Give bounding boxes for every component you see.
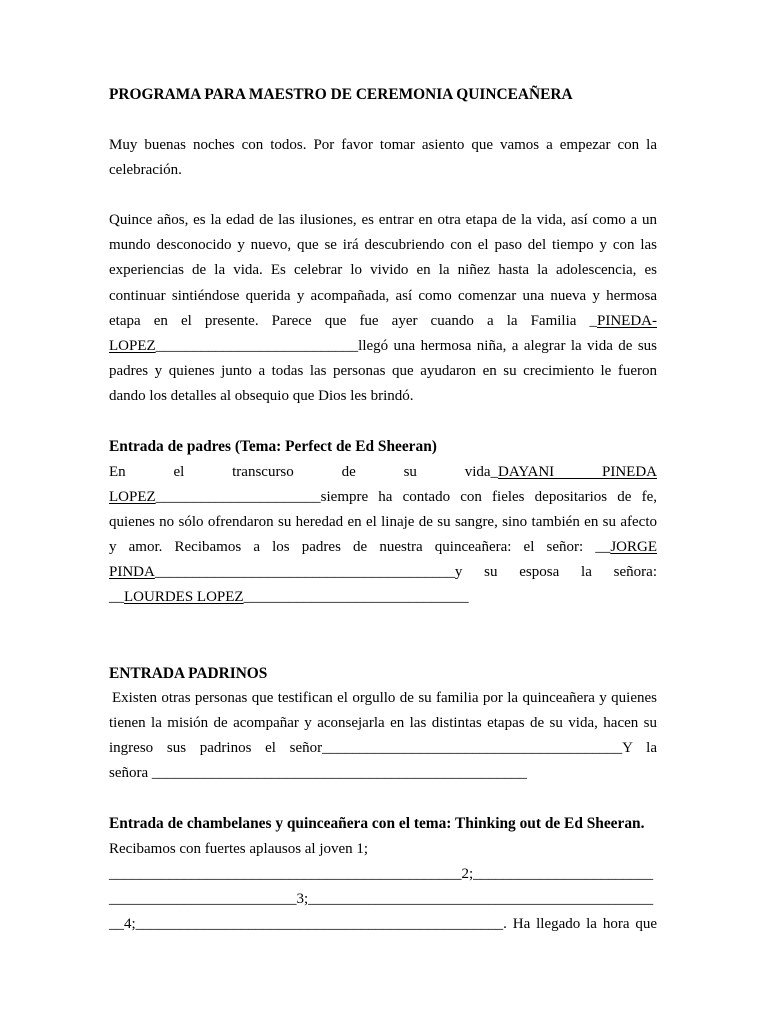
intro-line: mundo desconocido y nuevo, que se irá descubriendo con el paso del tiempo y con las [109,237,657,254]
intro-surname-line [109,334,657,359]
parents-line [109,460,657,485]
document-title: PROGRAMA PARA MAESTRO DE CEREMONIA QUINCEAÑERA [109,86,573,104]
section-heading-padrinos: ENTRADA PADRINOS [109,664,268,682]
parents-line-text: En el transcurso de su vida_ [109,463,499,480]
father-first-name: JORGE [610,538,657,555]
blank-line [109,610,657,635]
chambelanes-line: __4;_________________________________________________. Ha llegado la hora que [109,916,657,933]
parents-line [109,535,657,560]
parents-line [109,485,657,510]
chambelanes-line: _______________________________________________2;________________________ [109,865,654,882]
padrinos-line: ingreso sus padrinos el señor________________________________________Y la [109,740,657,757]
parents-line-text: ________________________________________y su esposa la señora: [154,564,657,581]
mother-name-prefix: __ [109,589,124,606]
intro-line: Quince años, es la edad de las ilusiones, es entrar en otra etapa de la vida, así como a un [109,212,657,229]
blank-line [109,183,657,208]
family-surname-underlined: LOPEZ [109,337,156,354]
parents-line: quienes no sólo ofrendaron su heredad en el linaje de su sangre, sino también en su afecto [109,513,657,530]
welcome-line: celebración. [109,161,182,178]
section-heading-chambelanes: Entrada de chambelanes y quinceañera con el tema: Thinking out de Ed Sheeran. [109,815,645,833]
family-name-underlined: PINEDA- [597,312,657,329]
blank-line [109,635,657,660]
parents-line-text: y amor. Recibamos a los padres de nuestra quinceañera: el señor: __ [109,538,611,555]
blank-line [109,786,657,811]
quinceanera-name: DAYANI PINEDA [498,463,657,480]
intro-family-text: etapa en el presente. Parece que fue ayer cuando a la Familia _ [109,312,597,329]
chambelanes-line: _________________________3;______________________________________________ [109,890,654,907]
blank-line [109,108,657,133]
blank-line [109,409,657,434]
father-surname: PINDA [109,564,155,581]
quinceanera-surname: LOPEZ [109,488,156,505]
section-heading-padres: Entrada de padres (Tema: Perfect de Ed Sheeran) [109,438,437,456]
intro-line: dando los detalles al obsequio que Dios les brindó. [109,388,414,405]
document-body [109,82,657,937]
padrinos-line: señora __________________________________________________ [109,765,527,782]
parents-line-text: ______________________siempre ha contado con fieles depositarios de fe, [155,488,657,505]
intro-line: continuar sintiéndose querida y acompañada, así como comenzar una nueva y hermosa [109,287,657,304]
mother-name-blank: ______________________________ [243,589,469,606]
padrinos-line: tienen la misión de acompañar y aconsejarla en las distintas etapas de su vida, hacen su [109,714,657,731]
intro-family-line [109,309,657,334]
welcome-line: Muy buenas noches con todos. Por favor tomar asiento que vamos a empezar con la [109,136,657,153]
intro-line: experiencias de la vida. Es celebrar lo vivido en la niñez hasta la adolescencia, es [109,262,657,279]
parents-line [109,560,657,585]
parents-line [109,585,657,610]
intro-line: padres y quienes junto a todas las personas que ayudaron en su crecimiento le fueron [109,362,657,379]
padrinos-line: Existen otras personas que testifican el orgullo de su familia por la quinceañera y quienes [112,689,657,706]
intro-surname-text: ___________________________llegó una hermosa niña, a alegrar la vida de sus [155,337,657,354]
mother-name: LOURDES LOPEZ [124,589,244,606]
chambelanes-line: Recibamos con fuertes aplausos al joven 1; [109,840,369,857]
